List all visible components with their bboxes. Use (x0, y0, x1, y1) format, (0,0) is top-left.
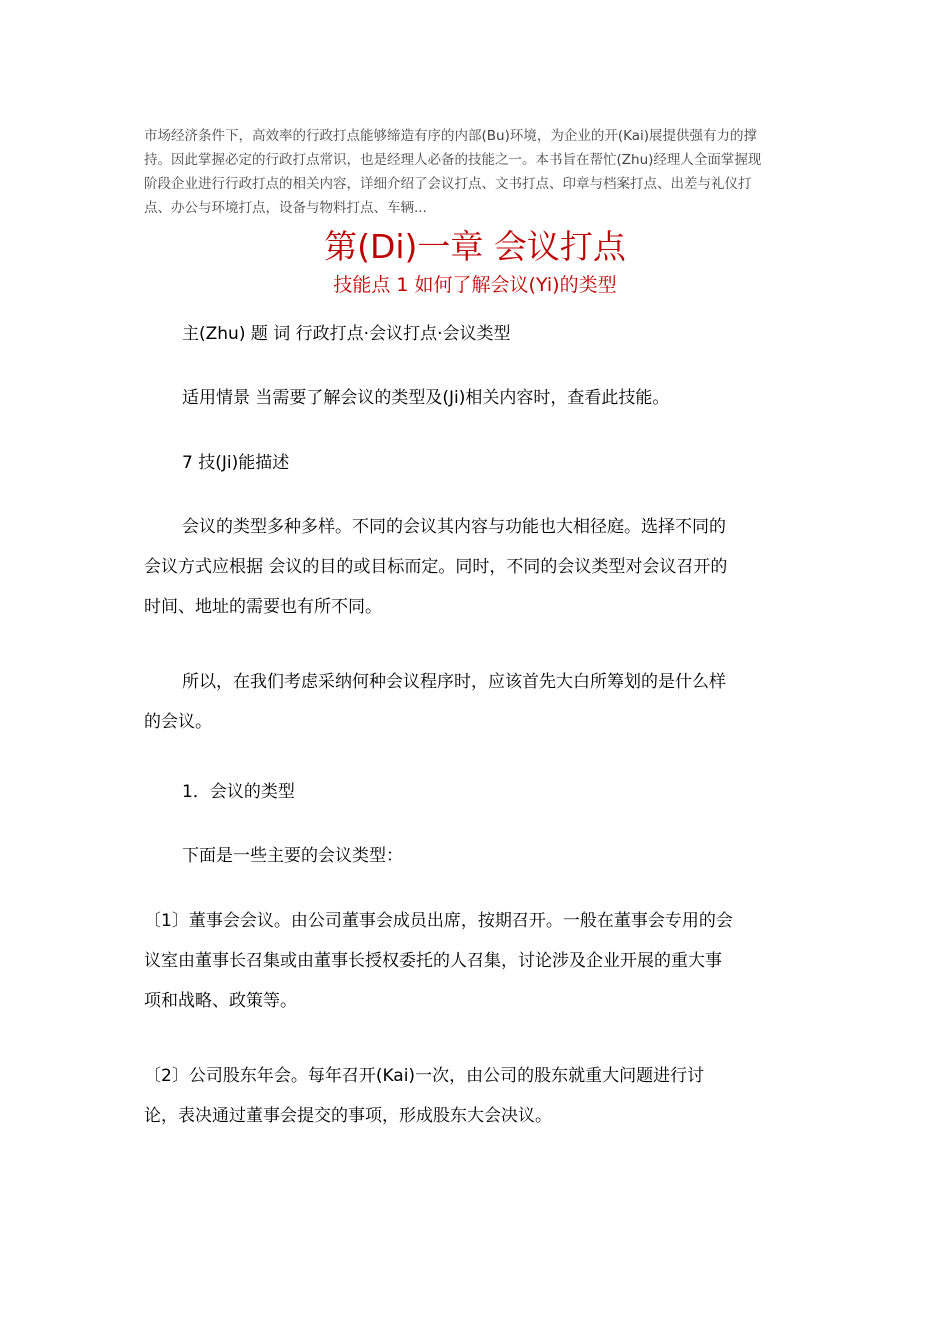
intro-line: 点、办公与环境打点，设备与物料打点、车辆... (144, 200, 427, 216)
list-item-line: 项和战略、政策等。 (144, 991, 297, 1011)
keywords-line (144, 314, 824, 354)
paragraph-2 (144, 662, 824, 742)
list-item-line: 〔2〕公司股东年会。每年召开(Kai)一次，由公司的股东就重大问题进行讨 (144, 1066, 705, 1086)
scenario-text: 适用情景 当需要了解会议的类型及(Ji)相关内容时，查看此技能。 (182, 388, 670, 408)
paragraph-line: 所以，在我们考虑采纳何种会议程序时，应该首先大白所筹划的是什么样 (182, 672, 726, 692)
paragraph-line: 的会议。 (144, 712, 212, 732)
list-item-2 (144, 1056, 824, 1136)
intro-paragraph (144, 124, 804, 220)
paragraph-1 (144, 507, 824, 627)
list-item-line: 〔1〕董事会会议。由公司董事会成员出席，按期召开。一般在董事会专用的会 (144, 911, 733, 931)
intro-line: 阶段企业进行行政打点的相关内容，详细介绍了会议打点、文书打点、印章与档案打点、出差与礼仪打 (144, 176, 752, 192)
intro-line: 市场经济条件下，高效率的行政打点能够缔造有序的内部(Bu)环境，为企业的开(Kai)展提供强有力的撑 (144, 128, 758, 144)
paragraph-line: 会议的类型多种多样。不同的会议其内容与功能也大相径庭。选择不同的 (182, 517, 726, 537)
skill-heading (144, 443, 824, 483)
list-item-line: 议室由董事长召集或由董事长授权委托的人召集，讨论涉及企业开展的重大事 (144, 951, 722, 971)
types-heading (144, 772, 824, 812)
scenario-line (144, 378, 824, 418)
types-intro-text: 下面是一些主要的会议类型： (182, 846, 403, 866)
paragraph-line: 会议方式应根据 会议的目的或目标而定。同时，不同的会议类型对会议召开的 (144, 557, 728, 577)
paragraph-line: 时间、地址的需要也有所不同。 (144, 597, 382, 617)
chapter-title: 第(Di)一章 会议打点 (324, 227, 626, 266)
section-title: 技能点 1 如何了解会议(Yi)的类型 (333, 274, 617, 296)
keywords-text: 主(Zhu) 题 词 行政打点·会议打点·会议类型 (182, 324, 511, 344)
list-item-1 (144, 901, 824, 1021)
intro-line: 持。因此掌握必定的行政打点常识，也是经理人必备的技能之一。本书旨在帮忙(Zhu)经理人全面掌握现 (144, 152, 762, 168)
list-item-line: 论，表决通过董事会提交的事项，形成股东大会决议。 (144, 1106, 552, 1126)
skill-heading-text: 7 技(Ji)能描述 (182, 453, 290, 473)
types-intro (144, 836, 824, 876)
types-heading-text: 1．会议的类型 (182, 782, 295, 802)
